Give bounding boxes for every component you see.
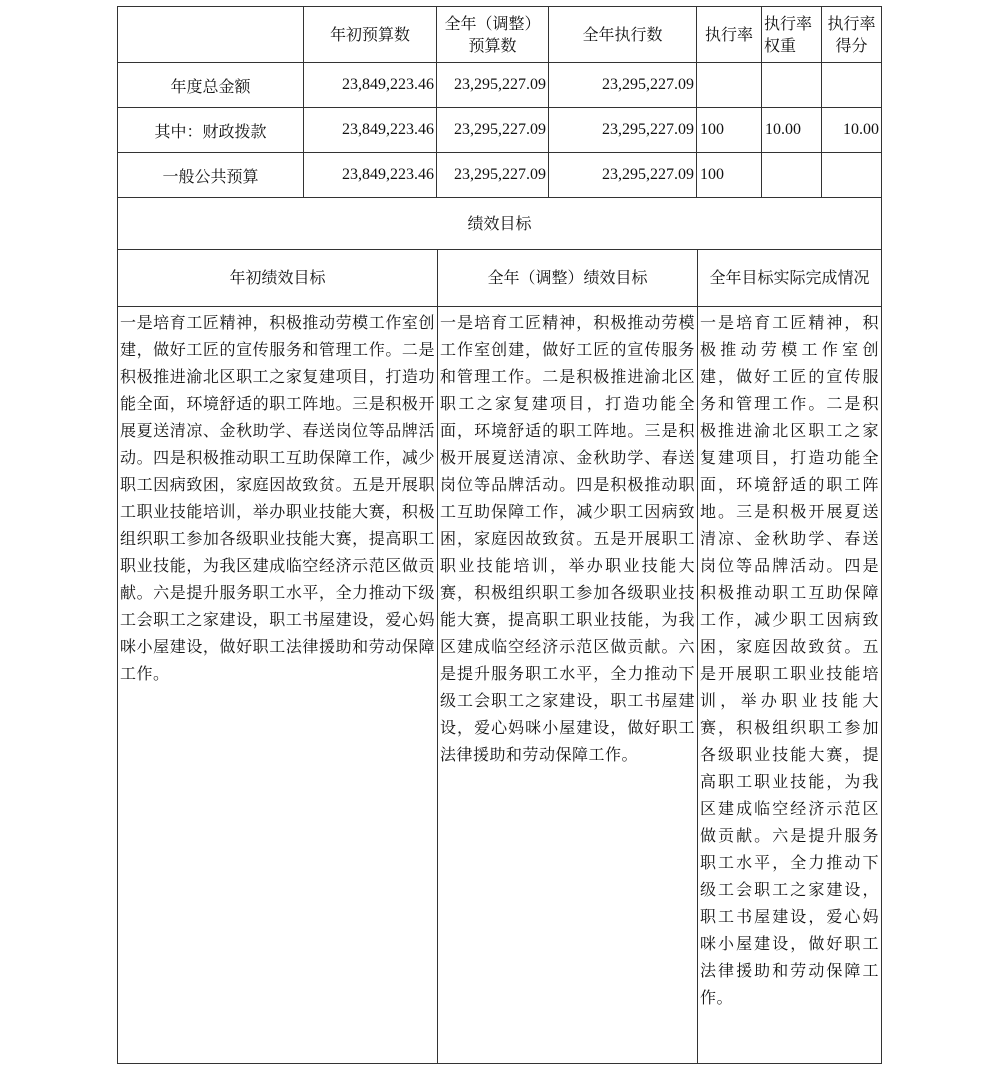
table-row bbox=[118, 63, 882, 108]
weight-cell: 10.00 bbox=[762, 108, 822, 153]
header-blank-cell bbox=[118, 7, 304, 63]
rate-cell: 100 bbox=[697, 108, 762, 153]
initial-budget-cell: 23,849,223.46 bbox=[304, 63, 437, 108]
initial-budget-cell: 23,849,223.46 bbox=[304, 153, 437, 198]
score-cell: 10.00 bbox=[822, 108, 882, 153]
header-row bbox=[118, 7, 882, 63]
header-weight: 执行率权重 bbox=[762, 7, 822, 63]
row-label: 年度总金额 bbox=[118, 63, 304, 108]
weight-cell bbox=[762, 63, 822, 108]
budget-performance-table bbox=[117, 6, 881, 1064]
score-cell bbox=[822, 63, 882, 108]
goals-header-adjusted: 全年（调整）绩效目标 bbox=[438, 250, 698, 307]
row-label: 一般公共预算 bbox=[118, 153, 304, 198]
goals-header-initial: 年初绩效目标 bbox=[118, 250, 438, 307]
header-score: 执行率得分 bbox=[822, 7, 882, 63]
actual-goals-text: 一是培育工匠精神，积极推动劳模工作室创建，做好工匠的宣传服务和管理工作。二是积极推进渝北区职工之家复建项目，打造功能全面，环境舒适的职工阵地。三是积极开展夏送清凉、金秋助学、春送岗位等品牌活动。四是积极推动职工互助保障工作，减少职工因病致困，家庭因故致贫。五是开展职工职业技能培训，举办职业技能大赛，积极组织职工参加各级职业技能大赛，提高职工职业技能，为我区建成临空经济示范区做贡献。六是提升服务职工水平，全力推动下级工会职工之家建设，职工书屋建设，爱心妈咪小屋建设，做好职工法律援助和劳动保障工作。 bbox=[698, 307, 882, 1064]
table-row bbox=[118, 108, 882, 153]
header-initial-budget: 年初预算数 bbox=[304, 7, 437, 63]
goals-title-row bbox=[118, 198, 882, 250]
goals-header-actual: 全年目标实际完成情况 bbox=[698, 250, 882, 307]
rate-cell bbox=[697, 63, 762, 108]
initial-budget-cell: 23,849,223.46 bbox=[304, 108, 437, 153]
adjusted-budget-cell: 23,295,227.09 bbox=[437, 108, 549, 153]
initial-goals-text: 一是培育工匠精神，积极推动劳模工作室创建，做好工匠的宣传服务和管理工作。二是积极推进渝北区职工之家复建项目，打造功能全面，环境舒适的职工阵地。三是积极开展夏送清凉、金秋助学、春送岗位等品牌活动。四是积极推动职工互助保障工作，减少职工因病致困，家庭因故致贫。五是开展职工职业技能培训，举办职业技能大赛，积极组织职工参加各级职业技能大赛，提高职工职业技能，为我区建成临空经济示范区做贡献。六是提升服务职工水平，全力推动下级工会职工之家建设，职工书屋建设，爱心妈咪小屋建设，做好职工法律援助和劳动保障工作。 bbox=[118, 307, 438, 1064]
adjusted-budget-cell: 23,295,227.09 bbox=[437, 153, 549, 198]
header-adjusted-budget: 全年（调整）预算数 bbox=[437, 7, 549, 63]
row-label: 其中：财政拨款 bbox=[118, 108, 304, 153]
weight-cell bbox=[762, 153, 822, 198]
header-executed: 全年执行数 bbox=[549, 7, 697, 63]
adjusted-budget-cell: 23,295,227.09 bbox=[437, 63, 549, 108]
goals-title: 绩效目标 bbox=[118, 198, 882, 250]
header-rate: 执行率 bbox=[697, 7, 762, 63]
score-cell bbox=[822, 153, 882, 198]
executed-cell: 23,295,227.09 bbox=[549, 108, 697, 153]
goals-header-row bbox=[118, 250, 882, 307]
executed-cell: 23,295,227.09 bbox=[549, 153, 697, 198]
rate-cell: 100 bbox=[697, 153, 762, 198]
table-row bbox=[118, 153, 882, 198]
adjusted-goals-text: 一是培育工匠精神，积极推动劳模工作室创建，做好工匠的宣传服务和管理工作。二是积极推进渝北区职工之家复建项目，打造功能全面，环境舒适的职工阵地。三是积极开展夏送清凉、金秋助学、春送岗位等品牌活动。四是积极推动职工互助保障工作，减少职工因病致困，家庭因故致贫。五是开展职工职业技能培训，举办职业技能大赛，积极组织职工参加各级职业技能大赛，提高职工职业技能，为我区建成临空经济示范区做贡献。六是提升服务职工水平，全力推动下级工会职工之家建设，职工书屋建设，爱心妈咪小屋建设，做好职工法律援助和劳动保障工作。 bbox=[438, 307, 698, 1064]
executed-cell: 23,295,227.09 bbox=[549, 63, 697, 108]
goals-content-row bbox=[118, 307, 882, 1064]
